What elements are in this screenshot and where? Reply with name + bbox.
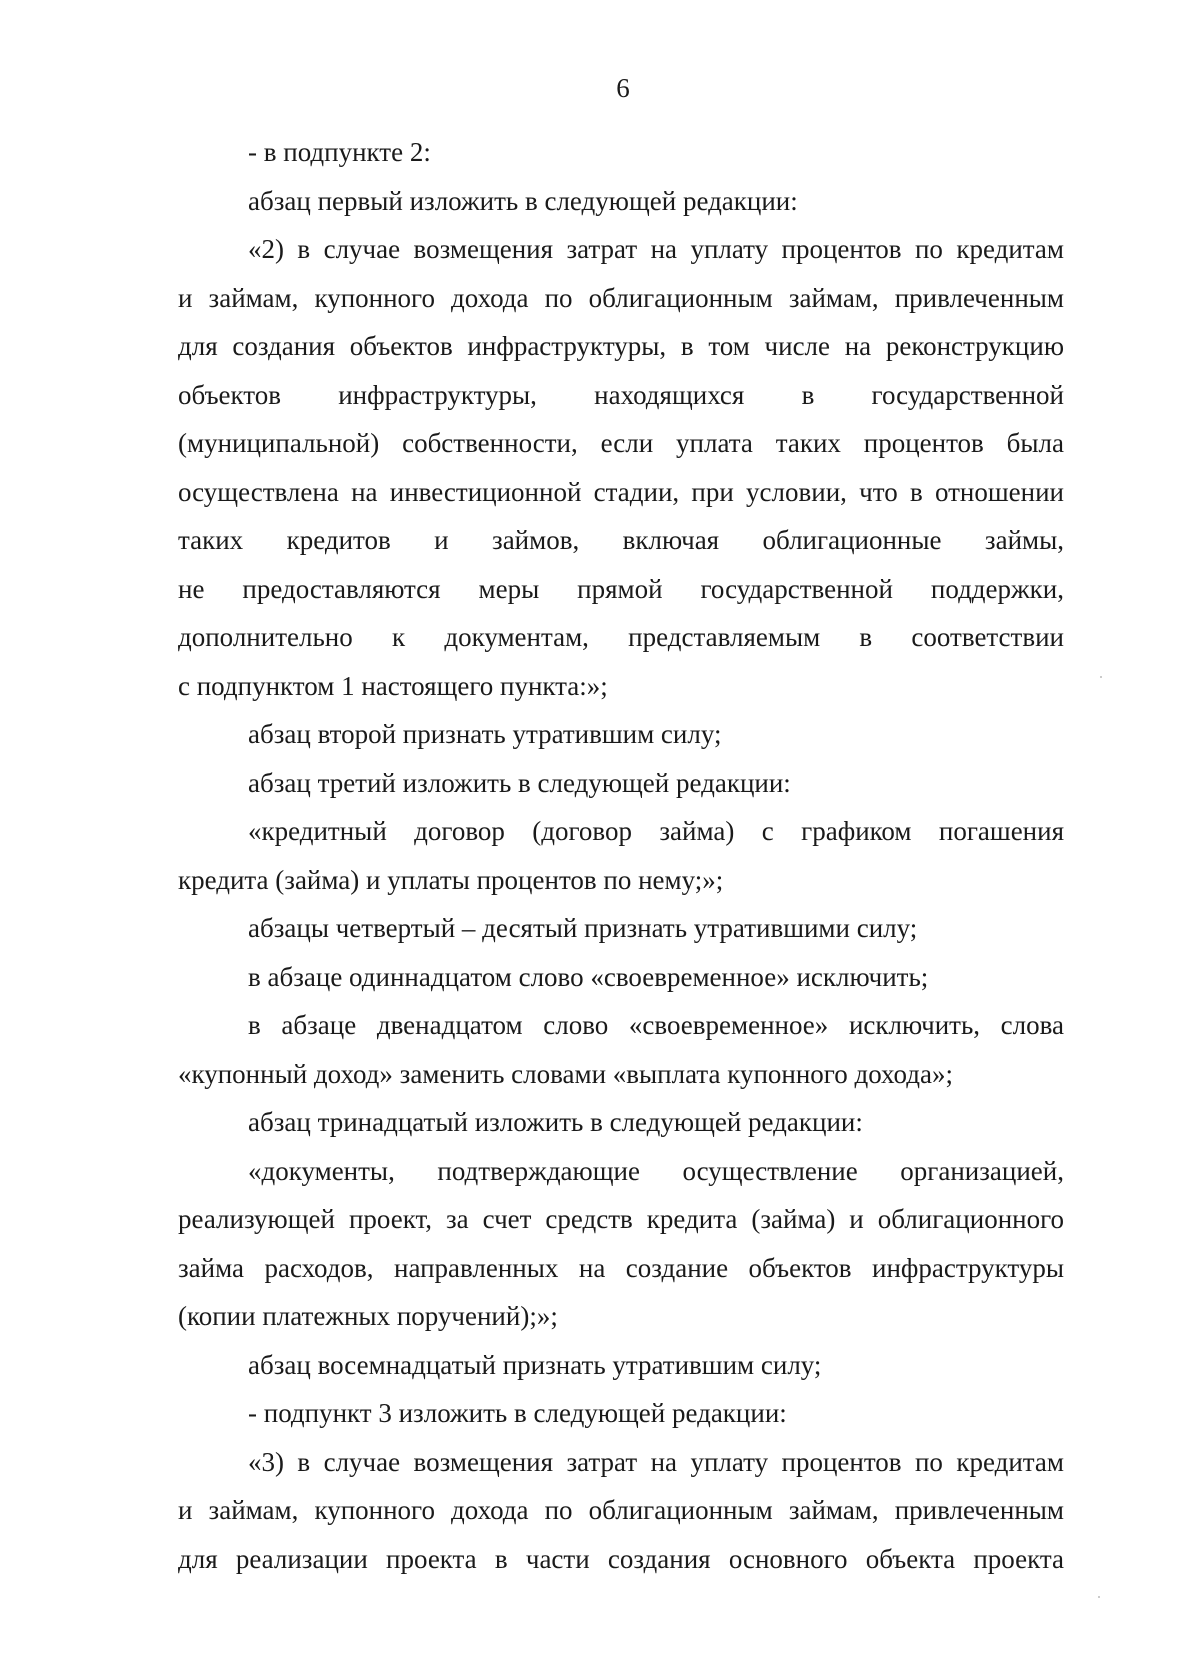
text-line: (копии платежных поручений);»; [178,1301,558,1331]
paragraph-quoted-documents [178,1147,1064,1341]
paragraph-abzac-13-instruction [178,1098,1064,1147]
text-line: - в подпункте 2: [248,137,431,167]
paragraph-abzac-12 [178,1001,1064,1098]
text-line: - подпункт 3 изложить в следующей редакции: [248,1398,787,1428]
scan-speck [1100,676,1102,678]
text-line: таких кредитов и займов, включая облигационные займы, [178,525,1064,555]
text-line: дополнительно к документам, представляемым в соответствии [178,622,1064,652]
text-line: для создания объектов инфраструктуры, в том числе на реконструкцию [178,331,1064,361]
paragraph-third-abzac-instruction [178,759,1064,808]
paragraph-quoted-credit-agreement [178,807,1064,904]
text-line: в абзаце двенадцатом слово «своевременное» исключить, слова [248,1010,1064,1040]
page-number: 6 [616,73,630,103]
document-body [178,128,1064,1583]
paragraph-quoted-subitem-2 [178,225,1064,710]
paragraph-abzac-18-void [178,1341,1064,1390]
text-line: «2) в случае возмещения затрат на уплату процентов по кредитам [248,234,1064,264]
text-line: абзац третий изложить в следующей редакции: [248,767,791,798]
text-line: для реализации проекта в части создания основного объекта проекта [178,1543,1064,1574]
text-line: абзац второй признать утратившим силу; [248,719,722,749]
text-line: в абзаце одиннадцатом слово «своевременное» исключить; [248,961,929,992]
text-line: абзац тринадцатый изложить в следующей редакции: [248,1107,863,1137]
paragraph-first-abzac-instruction [178,177,1064,226]
text-line: с подпунктом 1 настоящего пункта:»; [178,670,608,701]
paragraph-abzac-11 [178,953,1064,1002]
text-line: объектов инфраструктуры, находящихся в государственной [178,379,1064,410]
text-line: абзац первый изложить в следующей редакции: [248,185,798,216]
paragraph-second-abzac-void [178,710,1064,759]
text-line: и займам, купонного дохода по облигационным займам, привлеченным [178,1495,1064,1525]
text-line: (муниципальной) собственности, если уплата таких процентов была [178,428,1064,458]
text-line: «кредитный договор (договор займа) с графиком погашения [248,816,1064,846]
text-line: и займам, купонного дохода по облигационным займам, привлеченным [178,282,1064,313]
text-line: «купонный доход» заменить словами «выплата купонного дохода»; [178,1058,953,1089]
text-line: кредита (займа) и уплаты процентов по нему;»; [178,864,724,895]
paragraph-subitem-3-instruction [178,1389,1064,1438]
text-line: осуществлена на инвестиционной стадии, при условии, что в отношении [178,476,1064,507]
text-line: займа расходов, направленных на создание объектов инфраструктуры [178,1252,1064,1283]
text-line: абзац восемнадцатый признать утратившим силу; [248,1349,822,1380]
text-line: реализующей проект, за счет средств кредита (займа) и облигационного [178,1204,1064,1234]
paragraph-subitem-2-heading [178,128,1064,177]
text-line: «3) в случае возмещения затрат на уплату процентов по кредитам [248,1446,1064,1477]
paragraph-quoted-subitem-3 [178,1438,1064,1584]
text-line: «документы, подтверждающие осуществление организацией, [248,1155,1064,1186]
paragraph-abzacs-4-10-void [178,904,1064,953]
scan-speck [1098,1596,1100,1598]
text-line: абзацы четвертый – десятый признать утратившими силу; [248,913,918,943]
text-line: не предоставляются меры прямой государственной поддержки, [178,573,1064,604]
